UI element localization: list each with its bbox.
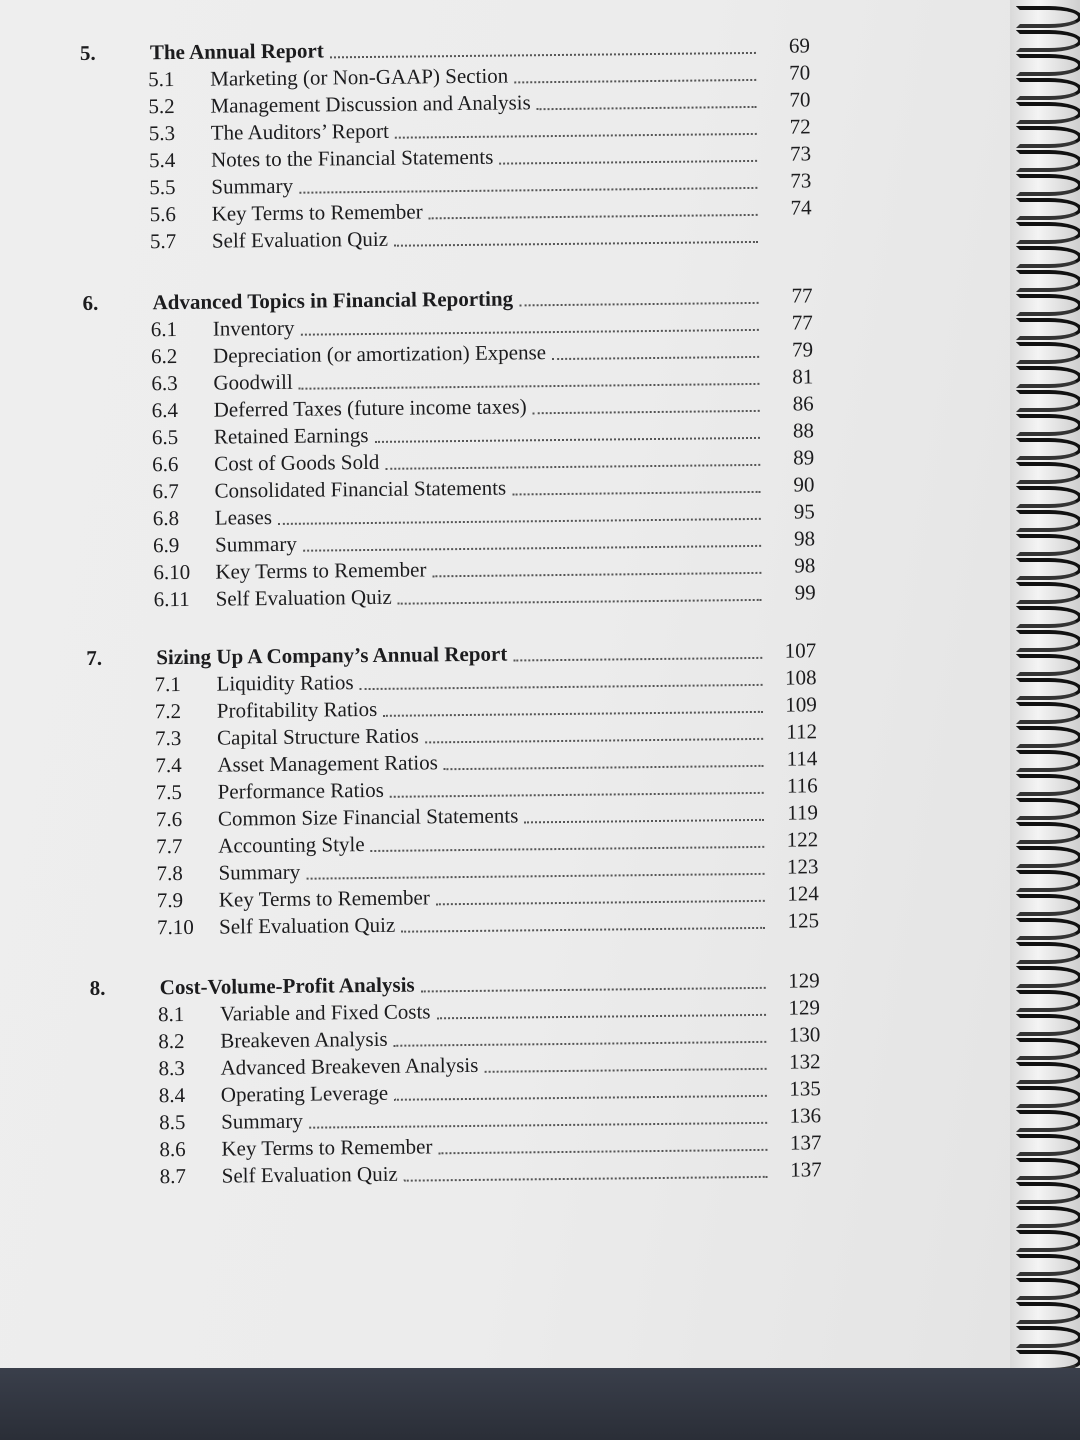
- dot-leader: [394, 1095, 767, 1101]
- binding-coil: [1016, 894, 1080, 916]
- binding-coil: [1016, 1062, 1080, 1084]
- page-number: 98: [794, 553, 816, 578]
- section-number: 7.8: [156, 860, 183, 886]
- dot-leader: [425, 738, 763, 744]
- dot-leader: [514, 79, 756, 84]
- page-number: 70: [789, 60, 811, 85]
- section-number: 5.6: [149, 202, 176, 227]
- chapter-title: Sizing Up A Company’s Annual Report: [156, 641, 508, 670]
- page-number: 112: [786, 719, 818, 744]
- dot-leader: [303, 545, 761, 552]
- section-number: 6.5: [151, 424, 179, 450]
- section-number: 6.2: [150, 343, 178, 369]
- section-title: Key Terms to Remember: [215, 557, 427, 584]
- section-title: Self Evaluation Quiz: [218, 912, 396, 939]
- page-number: 69: [788, 33, 811, 58]
- section-number: 7.9: [156, 887, 184, 913]
- page-number: 132: [788, 1049, 821, 1074]
- section-number: 5.2: [148, 94, 175, 119]
- binding-coil: [1016, 1326, 1080, 1348]
- dot-leader: [299, 383, 760, 390]
- binding-coil: [1016, 774, 1080, 796]
- section-number: 5.4: [148, 148, 176, 173]
- page-number: 107: [784, 638, 817, 663]
- binding-coil: [1016, 6, 1080, 28]
- page-number: 77: [791, 283, 813, 308]
- section-number: 5.3: [148, 121, 176, 146]
- page-number: 79: [791, 337, 814, 362]
- binding-coil: [1016, 726, 1080, 748]
- binding-coil: [1016, 1302, 1080, 1324]
- page-number: 124: [787, 881, 819, 906]
- spiral-binding: [1010, 0, 1080, 1368]
- section-title: Deferred Taxes (future income taxes): [213, 394, 527, 422]
- section-number: 8.1: [157, 1001, 185, 1027]
- section-number: 6.7: [152, 478, 179, 504]
- section-number: 6.11: [153, 586, 190, 612]
- dot-leader: [395, 133, 757, 139]
- page-number: 137: [789, 1130, 822, 1155]
- section-title: Retained Earnings: [213, 423, 369, 449]
- binding-coil: [1016, 822, 1080, 844]
- section-title: Accounting Style: [218, 832, 365, 858]
- binding-coil: [1016, 462, 1080, 484]
- chapter-number: 5.: [79, 40, 96, 65]
- section-title: Leases: [214, 505, 273, 530]
- page-number: 90: [793, 472, 815, 497]
- dot-leader: [519, 302, 758, 307]
- section-title: Asset Management Ratios: [217, 750, 438, 777]
- section-number: 6.6: [152, 451, 179, 477]
- binding-coil: [1016, 678, 1080, 700]
- binding-coil: [1016, 990, 1080, 1012]
- dot-leader: [484, 1068, 766, 1073]
- binding-coil: [1016, 222, 1080, 244]
- dot-leader: [524, 819, 764, 824]
- binding-coil: [1016, 342, 1080, 364]
- page-number: 135: [789, 1076, 821, 1101]
- binding-coil: [1016, 966, 1080, 988]
- section-number: 8.7: [159, 1163, 187, 1189]
- dot-leader: [394, 241, 758, 247]
- binding-coil: [1016, 1158, 1080, 1180]
- page-number: 136: [789, 1103, 822, 1128]
- binding-coil: [1016, 1254, 1080, 1276]
- section-number: 8.4: [158, 1082, 186, 1108]
- page-number: 72: [789, 114, 811, 139]
- dot-leader: [552, 356, 759, 360]
- section-title: Capital Structure Ratios: [216, 723, 420, 750]
- binding-coil: [1016, 150, 1080, 172]
- section-number: 5.1: [148, 67, 175, 92]
- section-number: 7.5: [155, 779, 183, 805]
- page-number: 73: [790, 168, 812, 193]
- page-number: 114: [786, 746, 818, 771]
- chapter-title: Advanced Topics in Financial Reporting: [152, 286, 514, 315]
- page-number: 129: [788, 968, 820, 993]
- section-title: Consolidated Financial Statements: [214, 475, 507, 503]
- section-title: The Auditors’ Report: [210, 118, 389, 145]
- dot-leader: [444, 765, 764, 770]
- binding-coil: [1016, 798, 1080, 820]
- binding-coil: [1016, 486, 1080, 508]
- dot-leader: [309, 1122, 767, 1129]
- section-number: 8.5: [159, 1109, 186, 1135]
- binding-coil: [1016, 918, 1080, 940]
- dot-leader: [513, 657, 762, 662]
- dot-leader: [360, 684, 763, 690]
- dot-leader: [512, 491, 760, 496]
- section-title: Inventory: [212, 315, 295, 341]
- binding-coil: [1016, 534, 1080, 556]
- section-number: 6.1: [150, 316, 178, 342]
- binding-coil: [1016, 1014, 1080, 1036]
- binding-coil: [1016, 414, 1080, 436]
- binding-coil: [1016, 366, 1080, 388]
- section-number: 5.5: [149, 175, 176, 200]
- section-title: Goodwill: [213, 369, 293, 395]
- chapter-title: Cost-Volume-Profit Analysis: [159, 972, 415, 1000]
- chapter-6: [82, 282, 815, 614]
- chapter-title: The Annual Report: [149, 38, 324, 65]
- section-title: Summary: [211, 173, 294, 199]
- section-title: Summary: [220, 1108, 303, 1134]
- dot-leader: [278, 518, 761, 525]
- binding-coil: [1016, 1038, 1080, 1060]
- page-number: 116: [786, 773, 818, 798]
- section-title: Variable and Fixed Costs: [219, 999, 431, 1026]
- page-number: 125: [787, 908, 820, 933]
- section-title: Self Evaluation Quiz: [221, 1161, 398, 1188]
- section-number: 6.4: [151, 397, 179, 423]
- page-number: 86: [792, 391, 814, 416]
- section-title: Performance Ratios: [217, 777, 384, 804]
- chapter-5: [80, 32, 812, 256]
- section-title: Summary: [214, 531, 297, 557]
- page-number: 119: [787, 800, 819, 825]
- page-number: 130: [788, 1022, 821, 1047]
- page-number: [764, 241, 812, 242]
- binding-coil: [1016, 78, 1080, 100]
- section-title: Breakeven Analysis: [220, 1026, 388, 1053]
- section-title: Depreciation (or amortization) Expense: [212, 340, 547, 368]
- binding-coil: [1016, 750, 1080, 772]
- section-number: 7.10: [156, 914, 194, 940]
- section-number: 7.6: [155, 806, 183, 832]
- section-title: Key Terms to Remember: [218, 885, 430, 912]
- background-surface: [0, 1368, 1080, 1440]
- page-number: 99: [794, 580, 816, 605]
- dot-leader: [533, 410, 760, 414]
- chapter-number: 6.: [82, 290, 99, 315]
- section-number: 6.8: [152, 505, 180, 531]
- dot-leader: [437, 1014, 766, 1019]
- dot-leader: [401, 927, 765, 933]
- chapter-number: 8.: [89, 975, 106, 1000]
- binding-coil: [1016, 942, 1080, 964]
- dot-leader: [371, 846, 765, 852]
- dot-leader: [301, 329, 759, 336]
- page-number: 81: [792, 364, 814, 389]
- dot-leader: [398, 599, 762, 605]
- page-number: 123: [786, 854, 819, 879]
- page-number: 73: [789, 141, 812, 166]
- dot-leader: [499, 160, 757, 165]
- binding-coil: [1016, 30, 1080, 52]
- dot-leader: [432, 572, 761, 577]
- dot-leader: [404, 1176, 768, 1182]
- chapter-8: [90, 967, 822, 1191]
- dot-leader: [330, 52, 756, 58]
- page-number: 95: [793, 499, 815, 524]
- dot-leader: [375, 437, 760, 443]
- binding-coil: [1016, 246, 1080, 268]
- binding-coil: [1016, 438, 1080, 460]
- binding-coil: [1016, 1086, 1080, 1108]
- binding-coil: [1016, 270, 1080, 292]
- page-number: 89: [793, 445, 815, 470]
- page-number: 108: [784, 665, 817, 690]
- binding-coil: [1016, 630, 1080, 652]
- section-title: Key Terms to Remember: [211, 199, 423, 226]
- dot-leader: [537, 106, 757, 110]
- section-number: 6.9: [152, 532, 180, 558]
- page-number: 122: [786, 827, 819, 852]
- dot-leader: [421, 987, 766, 993]
- section-number: 6.3: [151, 370, 178, 396]
- section-title: Summary: [218, 859, 301, 885]
- section-title: Notes to the Financial Statements: [210, 144, 494, 172]
- binding-coil: [1016, 318, 1080, 340]
- section-title: Advanced Breakeven Analysis: [220, 1052, 479, 1080]
- section-number: 7.1: [154, 671, 181, 697]
- dot-leader: [390, 792, 764, 798]
- binding-coil: [1016, 558, 1080, 580]
- section-title: Cost of Goods Sold: [214, 449, 380, 476]
- dot-leader: [436, 900, 765, 905]
- dot-leader: [429, 214, 758, 219]
- page-number: 88: [792, 418, 815, 443]
- dot-leader: [385, 464, 760, 470]
- binding-coil: [1016, 846, 1080, 868]
- page-number: 129: [788, 995, 821, 1020]
- section-title: Liquidity Ratios: [216, 670, 354, 696]
- chapter-number: 7.: [86, 645, 103, 670]
- dot-leader: [438, 1149, 767, 1154]
- section-number: 7.3: [154, 725, 182, 751]
- section-title: Self Evaluation Quiz: [211, 226, 389, 253]
- binding-coil: [1016, 54, 1080, 76]
- binding-coil: [1016, 126, 1080, 148]
- page-number: 70: [789, 87, 811, 112]
- section-number: 6.10: [153, 559, 191, 585]
- binding-coil: [1016, 198, 1080, 220]
- dot-leader: [299, 187, 757, 194]
- binding-coil: [1016, 1182, 1080, 1204]
- binding-coil: [1016, 702, 1080, 724]
- binding-coil: [1016, 102, 1080, 124]
- section-number: 5.7: [149, 229, 177, 254]
- binding-coil: [1016, 510, 1080, 532]
- binding-coil: [1016, 1230, 1080, 1252]
- binding-coil: [1016, 390, 1080, 412]
- section-number: 8.6: [159, 1136, 186, 1162]
- section-title: Management Discussion and Analysis: [210, 90, 531, 118]
- section-title: Marketing (or Non-GAAP) Section: [210, 63, 509, 91]
- binding-coil: [1016, 1134, 1080, 1156]
- section-title: Common Size Financial Statements: [217, 803, 519, 831]
- section-title: Key Terms to Remember: [221, 1134, 433, 1161]
- page-number: 137: [790, 1157, 822, 1182]
- binding-coil: [1016, 1206, 1080, 1228]
- binding-coil: [1016, 1110, 1080, 1132]
- binding-coil: [1016, 582, 1080, 604]
- page-number: 74: [790, 195, 812, 220]
- section-number: 8.3: [158, 1055, 185, 1081]
- chapter-7: [86, 637, 819, 942]
- page-number: 77: [791, 310, 813, 335]
- section-title: Operating Leverage: [220, 1080, 389, 1107]
- dot-leader: [306, 873, 764, 880]
- section-number: 8.2: [158, 1028, 185, 1054]
- binding-coil: [1016, 870, 1080, 892]
- dot-leader: [394, 1041, 767, 1047]
- binding-coil: [1016, 606, 1080, 628]
- binding-coil: [1016, 1278, 1080, 1300]
- page-number: 109: [785, 692, 817, 717]
- section-number: 7.7: [156, 833, 183, 859]
- binding-coil: [1016, 294, 1080, 316]
- binding-coil: [1016, 174, 1080, 196]
- section-number: 7.2: [154, 698, 182, 724]
- section-title: Self Evaluation Quiz: [215, 584, 392, 611]
- page-number: 98: [793, 526, 816, 551]
- section-number: 7.4: [155, 752, 182, 778]
- section-title: Profitability Ratios: [216, 696, 378, 723]
- binding-coil: [1016, 654, 1080, 676]
- dot-leader: [383, 711, 763, 717]
